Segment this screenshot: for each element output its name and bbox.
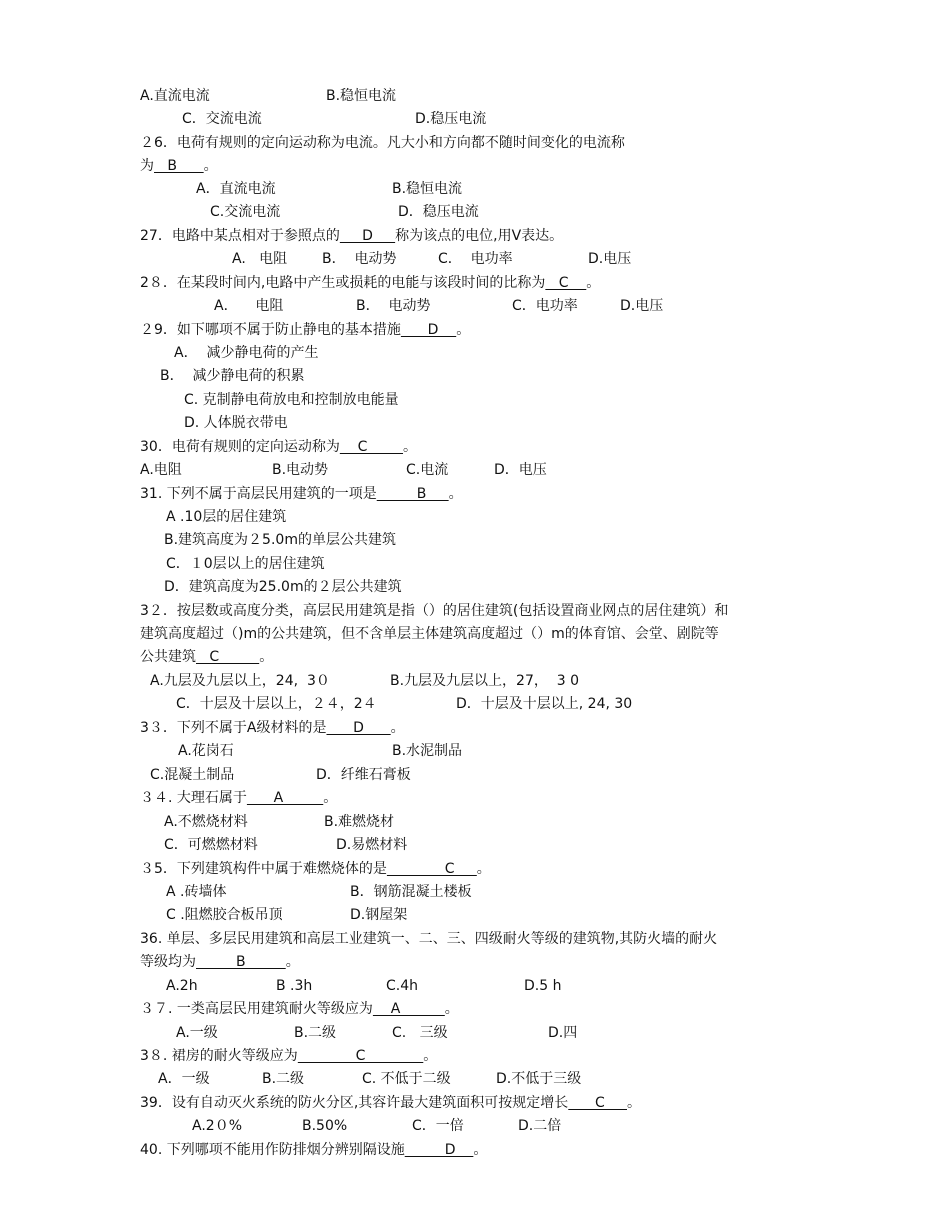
option-b: B.稳恒电流 bbox=[326, 88, 397, 104]
option-c: C．交流电流 bbox=[182, 111, 262, 127]
question-suffix: 。 bbox=[627, 1095, 641, 1111]
question-prefix: 39．设有自动灭火系统的防火分区,其容许最大建筑面积可按规定增长 bbox=[140, 1095, 569, 1111]
option-a: A.一级 bbox=[176, 1025, 218, 1041]
option-a: A.九层及九层以上，24, 3０ bbox=[150, 673, 330, 689]
option-c: C. 不低于二级 bbox=[362, 1071, 451, 1087]
option-b: B.难燃烧材 bbox=[324, 814, 395, 830]
option-b: B． 电动势 bbox=[322, 251, 397, 267]
option-c: C. 三级 bbox=[392, 1025, 448, 1041]
question-suffix: 。 bbox=[423, 1048, 438, 1064]
option-d: D．稳压电流 bbox=[398, 204, 479, 220]
option-a: A .10层的居住建筑 bbox=[166, 509, 287, 525]
question-prefix: 3３．下列不属于A级材料的是 bbox=[140, 720, 327, 736]
answer-blank: D bbox=[404, 1142, 474, 1158]
option-a: A.不燃烧材料 bbox=[164, 814, 248, 830]
question-prefix: ２9．如下哪项不属于防止静电的基本措施 bbox=[140, 322, 401, 338]
option-a: A． 电阻 bbox=[214, 298, 284, 314]
question-suffix: 。 bbox=[259, 649, 274, 665]
option-d: D．电压 bbox=[494, 462, 547, 478]
answer-blank: D bbox=[400, 322, 457, 338]
question-suffix: 。 bbox=[390, 720, 405, 736]
option-c: C .阻燃胶合板吊顶 bbox=[166, 907, 283, 923]
question-32: 3２．按层数或高度分类，高层民用建筑是指（）的居住建筑(包括设置商业网点的居住建筑）和 bbox=[140, 603, 729, 619]
question-30 bbox=[140, 437, 417, 457]
question-38 bbox=[140, 1046, 437, 1066]
question-prefix: 公共建筑 bbox=[140, 649, 196, 665]
option-b: B.水泥制品 bbox=[392, 743, 463, 759]
option-c: C.交流电流 bbox=[210, 204, 281, 220]
option-c: C.4h bbox=[386, 978, 419, 994]
option-d: D.电压 bbox=[620, 298, 664, 314]
option-a: A. 电阻 bbox=[232, 251, 288, 267]
option-c: C． 电功率 bbox=[438, 251, 513, 267]
option-d: D.不低于三级 bbox=[496, 1071, 582, 1087]
question-suffix: 。 bbox=[203, 158, 218, 174]
option-b: B.二级 bbox=[294, 1025, 337, 1041]
question-26: ２6．电荷有规则的定向运动称为电流。凡大小和方向都不随时间变化的电流称 bbox=[140, 135, 625, 151]
question-prefix: 40. 下列哪项不能用作防排烟分辨别隔设施 bbox=[140, 1142, 405, 1158]
question-35 bbox=[140, 859, 491, 879]
option-a: A.2h bbox=[166, 978, 198, 994]
question-suffix: 。 bbox=[586, 275, 601, 291]
option-d: D.易燃材料 bbox=[336, 837, 408, 853]
question-suffix: 。 bbox=[403, 439, 418, 455]
option-c: C. 克制静电荷放电和控制放电能量 bbox=[184, 392, 399, 408]
question-29 bbox=[140, 320, 470, 340]
option-b: B.50% bbox=[302, 1118, 348, 1134]
option-d: D.钢屋架 bbox=[350, 907, 408, 923]
option-b: B．钢筋混凝土楼板 bbox=[350, 884, 472, 900]
answer-blank: C bbox=[339, 439, 404, 455]
option-b: B． 电动势 bbox=[356, 298, 431, 314]
option-a: A .砖墙体 bbox=[166, 884, 227, 900]
option-a: A.电阻 bbox=[140, 462, 182, 478]
question-36: 36. 单层、多层民用建筑和高层工业建筑一、二、三、四级耐火等级的建筑物,其防火墙的耐火 bbox=[140, 931, 718, 947]
option-b: B.二级 bbox=[262, 1071, 305, 1087]
option-a: A．直流电流 bbox=[196, 181, 276, 197]
question-suffix: 。 bbox=[456, 322, 471, 338]
answer-blank: C bbox=[196, 649, 260, 665]
question-31 bbox=[140, 484, 463, 504]
option-b: B.建筑高度为２5.0m的单层公共建筑 bbox=[164, 532, 396, 548]
question-34 bbox=[140, 788, 337, 808]
question-32-answer-line bbox=[140, 647, 273, 667]
answer-blank: C bbox=[545, 275, 587, 291]
option-c: C.电流 bbox=[406, 462, 449, 478]
option-d: D.5 h bbox=[524, 978, 562, 994]
answer-blank: B bbox=[154, 158, 204, 174]
question-32-line-2: 建筑高度超过（)m的公共建筑，但不含单层主体建筑高度超过（）m的体育馆、会堂、剧院等 bbox=[140, 626, 719, 642]
question-suffix: 。 bbox=[476, 861, 491, 877]
question-prefix: 30．电荷有规则的定向运动称为 bbox=[140, 439, 340, 455]
option-a: A． 减少静电荷的产生 bbox=[174, 345, 319, 361]
option-b: B.九层及九层以上，27， 3 0 bbox=[390, 673, 580, 689]
question-prefix: 2８．在某段时间内,电路中产生或损耗的电能与该段时间的比称为 bbox=[140, 275, 546, 291]
question-suffix: 。 bbox=[444, 1001, 459, 1017]
question-prefix: 27．电路中某点相对于参照点的 bbox=[140, 228, 340, 244]
option-d: D．十层及十层以上, 24, 30 bbox=[456, 696, 633, 712]
answer-blank: A bbox=[372, 1001, 445, 1017]
option-a: A.花岗石 bbox=[178, 743, 234, 759]
question-suffix: 。 bbox=[473, 1142, 488, 1158]
option-a: A.直流电流 bbox=[140, 88, 210, 104]
option-b: B． 减少静电荷的积累 bbox=[160, 368, 305, 384]
question-prefix: 等级均为 bbox=[140, 954, 196, 970]
answer-blank: C bbox=[297, 1048, 424, 1064]
question-prefix: 31. 下列不属于高层民用建筑的一项是 bbox=[140, 486, 377, 502]
question-39 bbox=[140, 1093, 641, 1113]
option-d: D. 人体脱衣带电 bbox=[184, 415, 288, 431]
option-d: D.二倍 bbox=[518, 1118, 562, 1134]
question-suffix: 称为该点的电位,用V表达。 bbox=[395, 228, 564, 244]
question-suffix: 。 bbox=[448, 486, 463, 502]
question-37 bbox=[140, 999, 459, 1019]
option-d: D．建筑高度为25.0m的２层公共建筑 bbox=[164, 579, 402, 595]
option-c: C．电功率 bbox=[512, 298, 578, 314]
option-d: D．纤维石膏板 bbox=[316, 767, 411, 783]
option-b: B .3h bbox=[276, 978, 313, 994]
question-prefix: ３４. 大理石属于 bbox=[140, 790, 247, 806]
option-a: A．一级 bbox=[158, 1071, 210, 1087]
answer-blank: C bbox=[386, 861, 477, 877]
question-suffix: 。 bbox=[285, 954, 300, 970]
question-prefix: 为 bbox=[140, 158, 154, 174]
question-26-answer-line bbox=[140, 156, 218, 176]
question-33 bbox=[140, 718, 405, 738]
option-d: D.电压 bbox=[588, 251, 632, 267]
option-d: D.四 bbox=[548, 1025, 578, 1041]
answer-blank: A bbox=[246, 790, 324, 806]
answer-blank: C bbox=[568, 1095, 627, 1111]
option-c: C．１0层以上的居住建筑 bbox=[166, 556, 325, 572]
question-36-answer-line bbox=[140, 952, 300, 972]
option-b: B.稳恒电流 bbox=[392, 181, 463, 197]
question-prefix: ３７. 一类高层民用建筑耐火等级应为 bbox=[140, 1001, 373, 1017]
answer-blank: D bbox=[326, 720, 391, 736]
option-c: C．一倍 bbox=[412, 1118, 464, 1134]
option-b: B.电动势 bbox=[272, 462, 329, 478]
option-c: C.混凝土制品 bbox=[150, 767, 235, 783]
question-suffix: 。 bbox=[323, 790, 338, 806]
option-c: C．十层及十层以上，２４，2４ bbox=[176, 696, 377, 712]
question-40 bbox=[140, 1140, 487, 1160]
question-prefix: 3８. 裙房的耐火等级应为 bbox=[140, 1048, 298, 1064]
question-27 bbox=[140, 226, 563, 246]
answer-blank: D bbox=[339, 228, 396, 244]
answer-blank: B bbox=[376, 486, 449, 502]
option-c: C．可燃燃材料 bbox=[164, 837, 258, 853]
option-a: A.2０% bbox=[192, 1118, 242, 1134]
answer-blank: B bbox=[196, 954, 286, 970]
option-d: D.稳压电流 bbox=[415, 111, 487, 127]
question-28 bbox=[140, 273, 600, 293]
question-prefix: ３5．下列建筑构件中属于难燃烧体的是 bbox=[140, 861, 387, 877]
